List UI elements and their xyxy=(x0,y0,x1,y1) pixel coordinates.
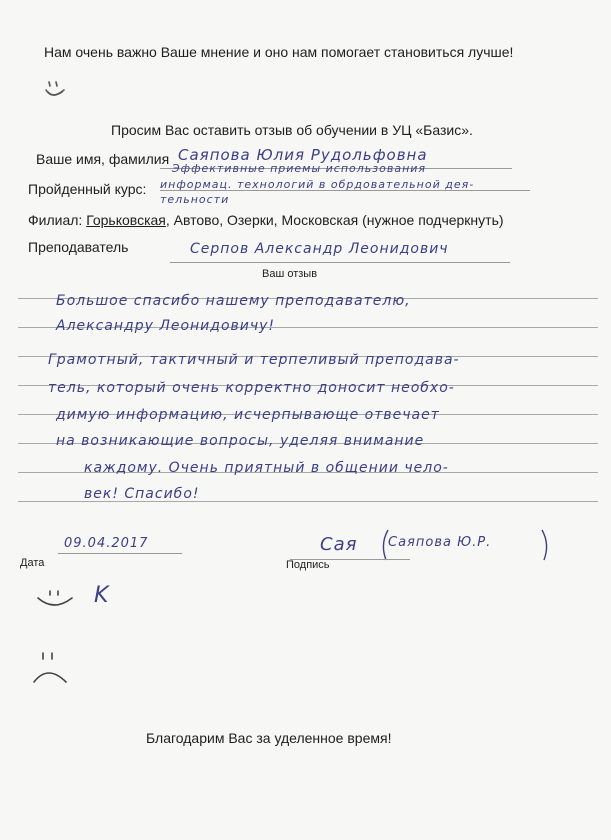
date-value: 09.04.2017 xyxy=(64,536,149,551)
name-value: Саяпова Юлия Рудольфовна xyxy=(178,146,428,164)
branch-row xyxy=(28,212,504,228)
teacher-value: Серпов Александр Леонидович xyxy=(190,241,449,257)
date-label: Дата xyxy=(20,557,45,569)
review-line: Грамотный, тактичный и терпеливый преподава- xyxy=(48,352,460,368)
form-header: Нам очень важно Ваше мнение и оно нам помогает становиться лучше! xyxy=(44,44,514,60)
teacher-underline xyxy=(170,262,510,263)
smiley-happy-icon xyxy=(34,588,80,612)
course-underline xyxy=(160,190,530,191)
review-line: на возникающие вопросы, уделяя внимание xyxy=(56,433,425,449)
teacher-label: Преподаватель xyxy=(28,239,129,255)
name-label: Ваше имя, фамилия xyxy=(36,151,170,167)
form-footer: Благодарим Вас за уделенное время! xyxy=(146,730,392,746)
review-line: димую информацию, исчерпывающе отвечает xyxy=(56,407,440,423)
branch-label: Филиал: xyxy=(28,212,83,228)
signature-label: Подпись xyxy=(286,559,330,571)
signature-mark: Сая xyxy=(320,534,358,555)
date-underline xyxy=(58,553,182,554)
review-line: тель, который очень корректно доносит необхо- xyxy=(48,380,455,396)
review-line: Большое спасибо нашему преподавателю, xyxy=(56,293,411,309)
review-line: Александру Леонидовичу! xyxy=(56,318,276,334)
signature-brackets xyxy=(378,528,552,562)
review-label: Ваш отзыв xyxy=(262,268,318,280)
smiley-sad-icon xyxy=(28,650,74,686)
review-line: век! Спасибо! xyxy=(84,486,200,502)
course-value-line2: информац. технологий в обрдовательной дея- xyxy=(160,178,475,191)
check-mark: K xyxy=(94,583,110,608)
course-label: Пройденный курс: xyxy=(28,181,147,197)
course-value-line3: тельности xyxy=(160,193,230,206)
branch-selected: Горьковская xyxy=(86,212,166,228)
branch-options: , Автово, Озерки, Московская (нужное подчеркнуть) xyxy=(165,212,504,228)
signature-value: Саяпова Ю.Р. xyxy=(388,535,492,550)
course-value-line1: Эффективные приемы использования xyxy=(172,162,427,175)
smiley-happy-icon xyxy=(40,76,76,112)
review-line: каждому. Очень приятный в общении чело- xyxy=(84,460,449,476)
form-request: Просим Вас оставить отзыв об обучении в УЦ «Базис». xyxy=(111,122,473,138)
